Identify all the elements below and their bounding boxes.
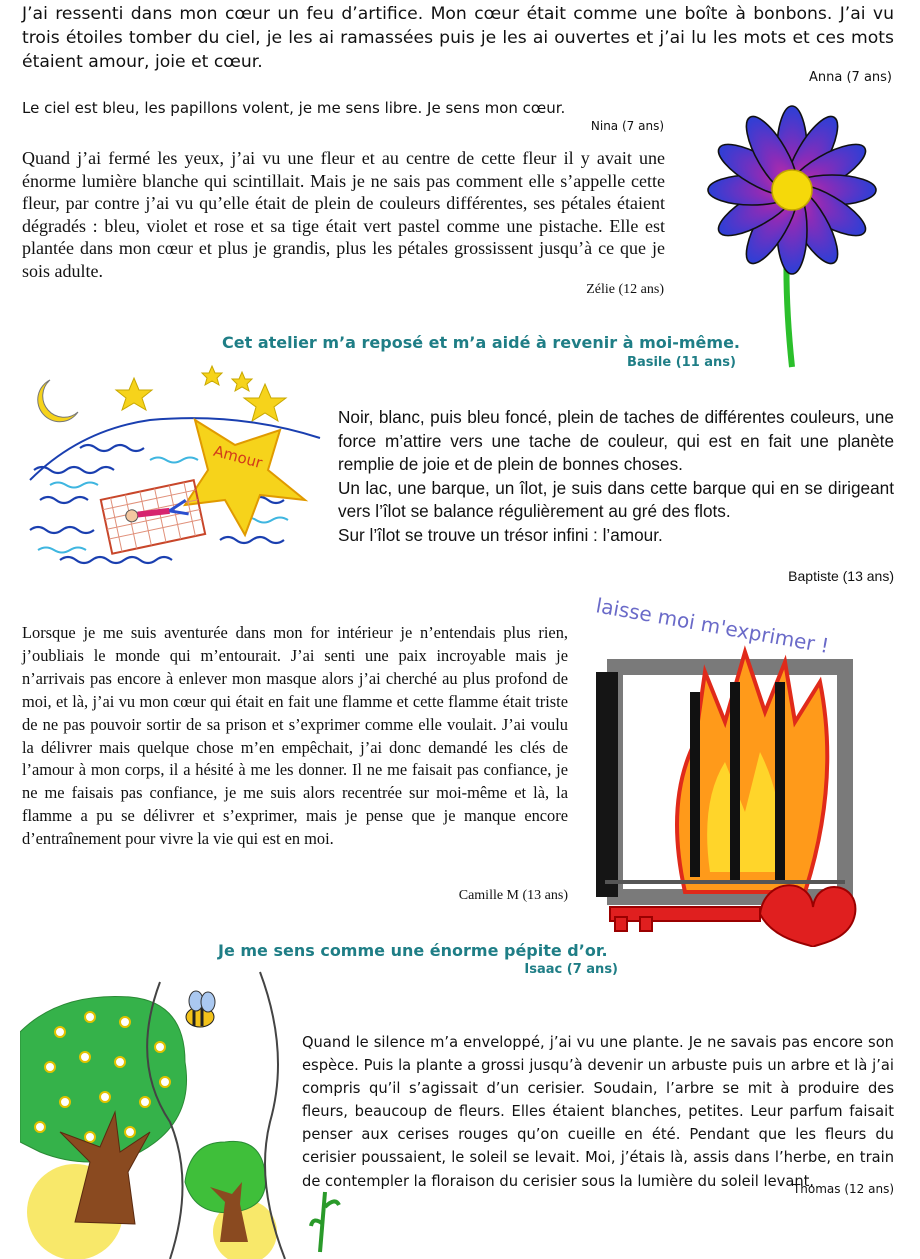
- lake-drawing: [20, 360, 325, 575]
- baptiste-line-1: Noir, blanc, puis bleu foncé, plein de taches de différentes couleurs, une force m’attire vers une tache de couleur, qui est en fait une planète remplie de joie et de plein de bonnes choses.: [338, 407, 894, 475]
- zelie-text: Quand j’ai fermé les yeux, j’ai vu une fleur et au centre de cette fleur il y avait une énorme lumière blanche qui scintillait. Mais je ne sais pas comment elle s’appelle cette fleur, par contre j’ai vu qu’elle était de plein de couleurs différentes, ses pétales étaient dégradés : bleu, violet et rose et sa tige était vert pastel comme une pistache. Elle est plantée dans mon cœur et plus je grandis, plus les pétales grossissent jusqu’à ce que je sois adulte.: [22, 148, 665, 281]
- baptiste-text: [338, 406, 894, 548]
- camille-author: Camille M (13 ans): [458, 888, 568, 903]
- isaac-author: Isaac (7 ans): [524, 962, 618, 977]
- flame-drawing: [585, 582, 905, 947]
- anna-text: J’ai ressenti dans mon cœur un feu d’artifice. Mon cœur était comme une boîte à bonbons. J’ai vu trois étoiles tomber du ciel, je les ai ramassées puis je les ai ouvertes et j’ai lu les mots et ces mots étaient amour, joie et cœur.: [22, 4, 894, 72]
- baptiste-line-3: Sur l’îlot se trouve un trésor infini : l’amour.: [338, 524, 663, 545]
- drawing-caption: laisse moi m'exprimer !: [594, 593, 831, 658]
- basile-author: Basile (11 ans): [627, 355, 736, 370]
- nina-text: Le ciel est bleu, les papillons volent, je me sens libre. Je sens mon cœur.: [22, 99, 566, 117]
- camille-text: Lorsque je me suis aventurée dans mon for intérieur je n’entendais plus rien, j’oubliais le monde qui m’entourait. J’ai senti une paix incroyable mais je n’arrivais pas encore à enlever mon masque alors j’ai cherché au plus profond de moi, et là, j’ai vu mon cœur qui était en fait une flamme et cette flamme était triste de ne pas pouvoir sortir de sa prison et s’exprimer comme elle voulait. J’ai voulu la délivrer mais quelque chose m’en empêchait, j’ai donc demandé les clés de l’amour à mon corps, il a hésité à me les donner. Il ne me faisait pas confiance, je ne me faisais pas confiance, je me suis alors recentrée sur moi-même et là, la flamme a pu se délivrer et s’exprimer, mais je pense que je manque encore d’entraînement pour vivre la vie qui est en moi.: [22, 623, 568, 849]
- baptiste-author: Baptiste (13 ans): [788, 568, 894, 584]
- thomas-author: Thomas (12 ans): [792, 1182, 894, 1196]
- star-word: Amour: [211, 441, 265, 473]
- thomas-text: Quand le silence m’a enveloppé, j’ai vu une plante. Je ne savais pas encore son espèce. Puis la plante a grossi jusqu’à devenir un arbuste puis un arbre et là j’ai compris qu’il s’agissait d’un cerisier. Soudain, l’arbre se mit à produire des fleurs, beaucoup de fleurs. Elles étaient blanches, petites. Leur parfum faisait penser aux cerises rouges qu’on cueille en été. Pendant que les fleurs du cerisier poussaient, le soleil se levait. Moi, j’étais là, assis dans l’herbe, en train de contempler la floraison du cerisier sous la lumière du soleil levant.: [302, 1034, 894, 1190]
- zelie-author: Zélie (12 ans): [586, 282, 664, 297]
- tree-drawing: [20, 962, 350, 1259]
- anna-author: Anna (7 ans): [809, 70, 892, 85]
- isaac-quote: Je me sens comme une énorme pépite d’or.: [218, 941, 608, 960]
- basile-quote: Cet atelier m’a reposé et m’a aidé à revenir à moi-même.: [222, 333, 740, 352]
- flower-drawing: [682, 92, 902, 372]
- baptiste-line-2: Un lac, une barque, un îlot, je suis dans cette barque qui en se dirigeant vers l’îlot se balance régulièrement au gré des flots.: [338, 477, 894, 522]
- nina-author: Nina (7 ans): [590, 119, 664, 133]
